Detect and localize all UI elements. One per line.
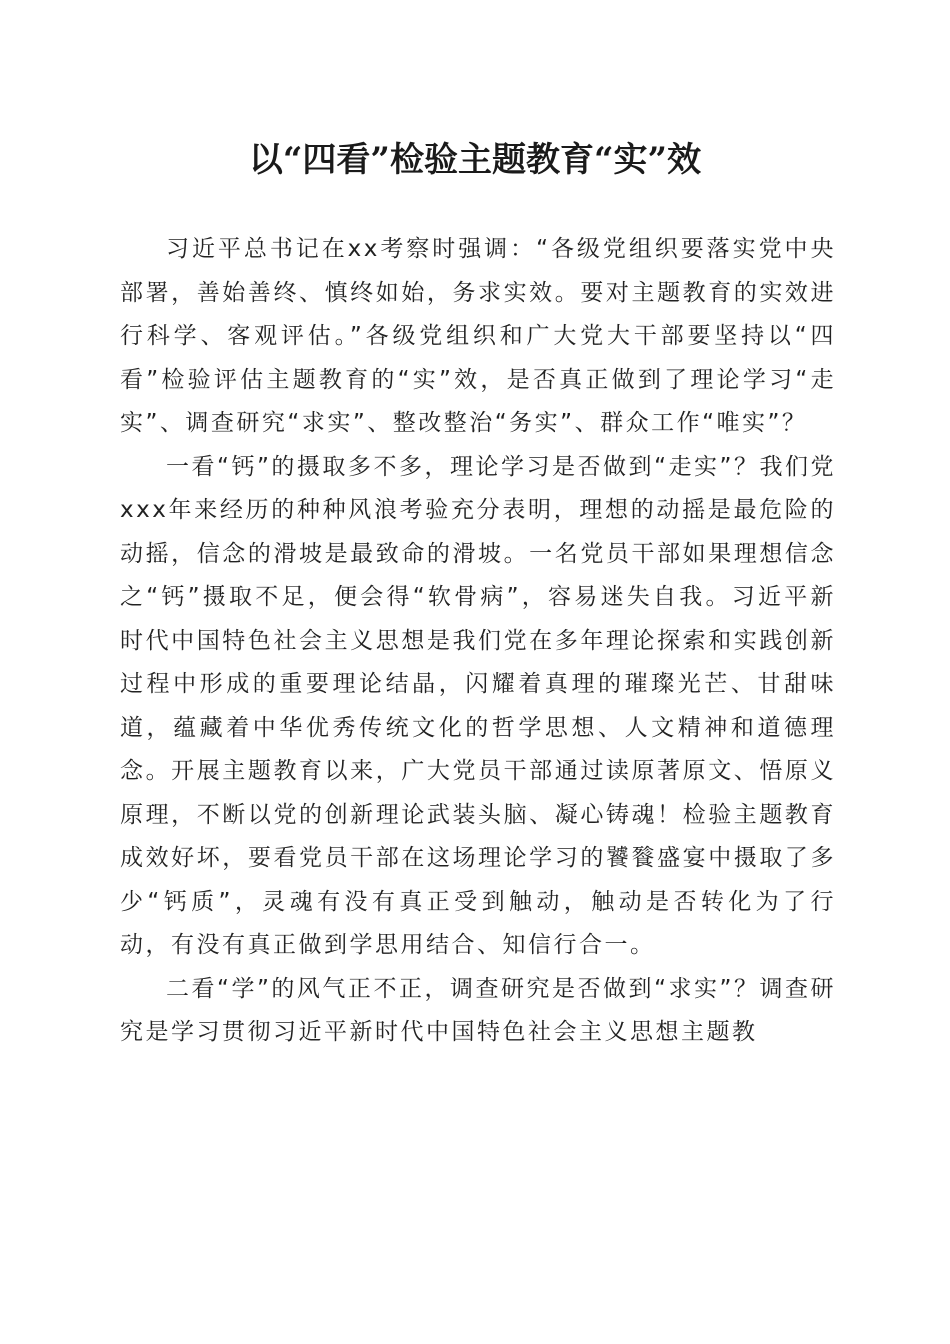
paragraph-first-look: 一看“钙”的摄取多不多，理论学习是否做到“走实”？我们党xxx年来经历的种种风浪考验充分表明，理想的动摇是最危险的动摇，信念的滑坡是最致命的滑坡。一名党员干部如果理想信念之“钙”摄取不足，便会得“软骨病”，容易迷失自我。习近平新时代中国特色社会主义思想是我们党在多年理论探索和实践创新过程中形成的重要理论结晶，闪耀着真理的璀璨光芒、甘甜味道，蕴藏着中华优秀传统文化的哲学思想、人文精神和道德理念。开展主题教育以来，广大党员干部通过读原著原文、悟原义原理，不断以党的创新理论武装头脑、凝心铸魂！检验主题教育成效好坏，要看党员干部在这场理论学习的饕餮盛宴中摄取了多少“钙质”，灵魂有没有真正受到触动，触动是否转化为了行动，有没有真正做到学思用结合、知信行合一。 xyxy=(120,453,836,958)
document-body xyxy=(120,228,836,1055)
document-title: 以“四看”检验主题教育“实”效 xyxy=(248,140,702,180)
paragraph-intro: 习近平总书记在xx考察时强调：“各级党组织要落实党中央部署，善始善终、慎终如始，务求实效。要对主题教育的实效进行科学、客观评估。”各级党组织和广大党大干部要坚持以“四看”检验评估主题教育的“实”效，是否真正做到了理论学习“走实”、调查研究“求实”、整改整治“务实”、群众工作“唯实”？ xyxy=(120,236,836,436)
paragraph-second-look: 二看“学”的风气正不正，调查研究是否做到“求实”？调查研究是学习贯彻习近平新时代中国特色社会主义思想主题教 xyxy=(120,975,836,1045)
